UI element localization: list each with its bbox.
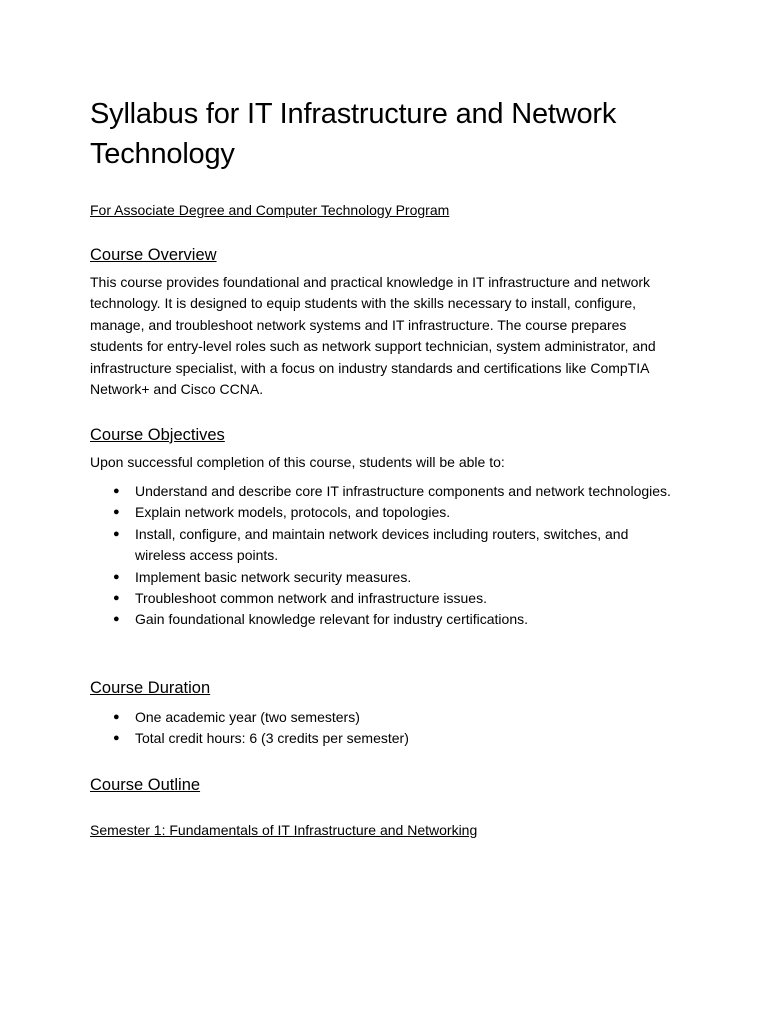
duration-text: One academic year (two semesters) [135,709,360,725]
list-item [90,502,682,523]
list-item [90,728,682,749]
page-title: Syllabus for IT Infrastructure and Network Technology [90,98,617,170]
list-item [90,567,682,588]
bullet-icon: ● [113,485,120,497]
course-objectives-heading: Course Objectives [90,426,225,444]
objective-text: Troubleshoot common network and infrastructure issues. [135,590,487,607]
objective-text: Explain network models, protocols, and topologies. [135,504,451,521]
objective-text: Understand and describe core IT infrastructure components and network technologies. [135,483,671,499]
bullet-icon: ● [113,527,120,540]
list-item [90,707,682,728]
course-outline-heading: Course Outline [90,776,201,794]
list-item [90,524,682,567]
semester-1-heading: Semester 1: Fundamentals of IT Infrastructure and Networking [90,822,478,838]
objective-text: Implement basic network security measures. [135,568,412,585]
list-item [90,588,682,609]
bullet-icon: ● [113,711,120,723]
bullet-icon: ● [113,506,120,519]
course-duration-list [90,707,682,750]
objective-text: Gain foundational knowledge relevant for industry certifications. [135,611,528,628]
list-item [90,609,682,630]
course-duration-heading: Course Duration [90,679,211,697]
duration-text: Total credit hours: 6 (3 credits per semester) [135,730,409,747]
list-item [90,481,682,502]
course-objectives-intro: Upon successful completion of this course, students will be able to: [90,454,505,470]
course-objectives-list [90,481,682,631]
bullet-icon: ● [113,570,120,583]
course-overview-heading: Course Overview [90,246,217,264]
bullet-icon: ● [113,732,120,745]
program-subtitle: For Associate Degree and Computer Technology Program [90,202,450,218]
bullet-icon: ● [113,592,120,605]
objective-text: Install, configure, and maintain network devices including routers, switches, and wireless access points. [135,525,629,564]
course-overview-text: This course provides foundational and practical knowledge in IT infrastructure and network technology. It is designed to equip students with the skills necessary to install, configure, manage, and troubleshoot network systems and IT infrastructure. The course prepares students for entry-level roles such as network support technician, system administrator, and infrastructure specialist, with a focus on industry standards and certifications like CompTIA Network+ and Cisco CCNA. [90,274,656,398]
bullet-icon: ● [113,613,120,626]
